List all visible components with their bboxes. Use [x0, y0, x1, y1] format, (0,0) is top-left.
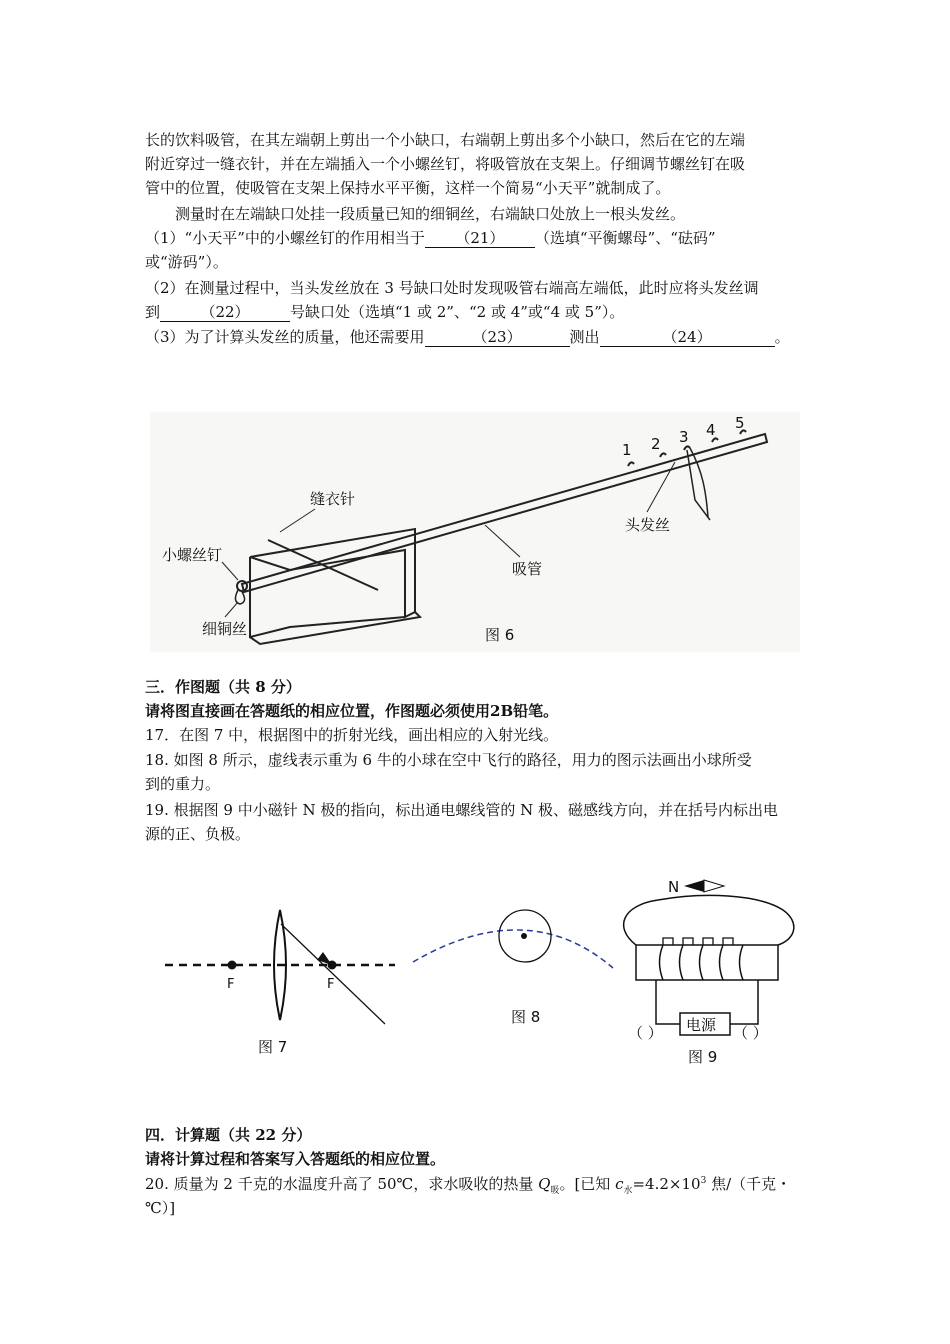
- paren-right[interactable]: （ ）: [733, 1024, 768, 1042]
- q20-unit: 焦/（千克・: [706, 1175, 792, 1193]
- wire-left: [656, 980, 680, 1024]
- answer-blank-21[interactable]: （21）: [425, 229, 535, 248]
- ball-center: [521, 933, 527, 939]
- flight-path: [413, 930, 613, 968]
- question-17: 17．在图 7 中，根据图中的折射光线，画出相应的入射光线。: [145, 726, 559, 744]
- ray-arrow: [317, 952, 332, 965]
- focus-right-label: F: [327, 977, 335, 992]
- notch-label-4: 4: [706, 421, 716, 439]
- figure-9-caption: 图 9: [688, 1048, 718, 1066]
- q3-mid: 测出: [569, 328, 600, 346]
- q2-post: 号缺口处（选填“1 或 2”、“2 或 4”或“4 或 5”）。: [290, 303, 625, 321]
- question-18-line-1: 18. 如图 8 所示，虚线表示重为 6 牛的小球在空中飞行的路径，用力的图示法画出小球所受: [145, 751, 752, 769]
- figure-7: [160, 900, 400, 1065]
- question-19-line-1: 19. 根据图 9 中小磁针 N 极的指向，标出通电螺线管的 N 极、磁感线方向，并在括号内标出电: [145, 801, 779, 819]
- section-4-note: 请将计算过程和答案写入答题纸的相应位置。: [145, 1150, 446, 1168]
- section-3-title: 三．作图题（共 8 分）: [145, 678, 301, 696]
- question-1: [145, 226, 716, 250]
- q1-line-2: 或“游码”）。: [145, 253, 228, 271]
- question-20-line-2: ℃）]: [145, 1199, 176, 1217]
- figure-8-caption: 图 8: [511, 1008, 541, 1026]
- q20-c-sub: 水: [623, 1186, 633, 1196]
- figure-7-caption: 图 7: [258, 1038, 288, 1056]
- intro-line-4: 测量时在左端缺口处挂一段质量已知的细铜丝，右端缺口处放上一根头发丝。: [175, 205, 686, 223]
- section-4-title: 四．计算题（共 22 分）: [145, 1126, 312, 1144]
- question-2-line-2: [145, 300, 624, 324]
- q20-pre: 20. 质量为 2 千克的水温度升高了 50℃，求水吸收的热量: [145, 1175, 539, 1193]
- q2-pre: 到: [145, 303, 161, 321]
- question-19-line-2: 源的正、负极。: [145, 825, 251, 843]
- q20-c: c: [615, 1175, 624, 1193]
- compass-needle-s: [704, 880, 724, 892]
- label-screw: 小螺丝钉: [162, 546, 223, 564]
- question-3: [145, 325, 790, 349]
- q3-pre: （3）为了计算头发丝的质量，他还需要用: [145, 328, 425, 346]
- answer-blank-24[interactable]: （24）: [600, 328, 775, 347]
- power-source-label: 电源: [686, 1016, 717, 1034]
- q20-Q-sub: 吸: [550, 1186, 560, 1196]
- focus-left-label: F: [227, 977, 235, 992]
- question-20: [145, 1172, 791, 1196]
- q20-exponent: 3: [700, 1176, 707, 1186]
- intro-line-2: 附近穿过一缝衣针，并在左端插入一个小螺丝钉，将吸管放在支架上。仔细调节螺丝钉在吸: [145, 155, 746, 173]
- refracted-ray: [281, 924, 385, 1024]
- figure-6-caption: 图 6: [485, 626, 515, 644]
- notch-label-3: 3: [679, 428, 689, 446]
- paren-left[interactable]: （ ）: [628, 1024, 663, 1042]
- label-straw: 吸管: [512, 560, 543, 578]
- answer-blank-23[interactable]: （23）: [425, 328, 570, 347]
- coil-tops: [663, 938, 733, 945]
- section-3-note: 请将图直接画在答题纸的相应位置，作图题必须使用2B铅笔。: [145, 702, 559, 720]
- figure-6: [150, 412, 800, 652]
- intro-line-1: 长的饮料吸管，在其左端朝上剪出一个小缺口，右端朝上剪出多个小缺口，然后在它的左端: [145, 131, 746, 149]
- q20-mid: 。[已知: [559, 1175, 616, 1193]
- question-2-line-1: （2）在测量过程中，当头发丝放在 3 号缺口处时发现吸管右端高左端低，此时应将头发丝调: [145, 279, 759, 297]
- solenoid-coils: [660, 945, 744, 980]
- focus-left: [228, 961, 237, 970]
- answer-blank-22[interactable]: （22）: [160, 303, 290, 322]
- notch-label-2: 2: [651, 435, 661, 453]
- q20-value: =4.2×10: [632, 1175, 701, 1193]
- label-needle: 缝衣针: [310, 490, 356, 508]
- q20-Q: Q: [538, 1175, 551, 1193]
- wire-right: [730, 980, 758, 1024]
- figure-8: [408, 900, 618, 1030]
- label-hair: 头发丝: [625, 516, 671, 534]
- compass-needle-n: [684, 880, 704, 892]
- notch-label-1: 1: [622, 441, 632, 459]
- label-copper: 细铜丝: [202, 620, 248, 638]
- q1-post: （选填“平衡螺母”、“砝码”: [534, 229, 716, 247]
- q1-pre: （1）“小天平”中的小螺丝钉的作用相当于: [145, 229, 425, 247]
- needle-pole-label: N: [668, 878, 680, 896]
- figure-6-background: [150, 412, 800, 652]
- intro-line-3: 管中的位置，使吸管在支架上保持水平平衡，这样一个简易“小天平”就制成了。: [145, 179, 671, 197]
- question-18-line-2: 到的重力。: [145, 775, 221, 793]
- solenoid-core: [636, 945, 778, 980]
- figure-9: [618, 872, 803, 1072]
- notch-label-5: 5: [735, 414, 745, 432]
- q3-post: 。: [774, 328, 790, 346]
